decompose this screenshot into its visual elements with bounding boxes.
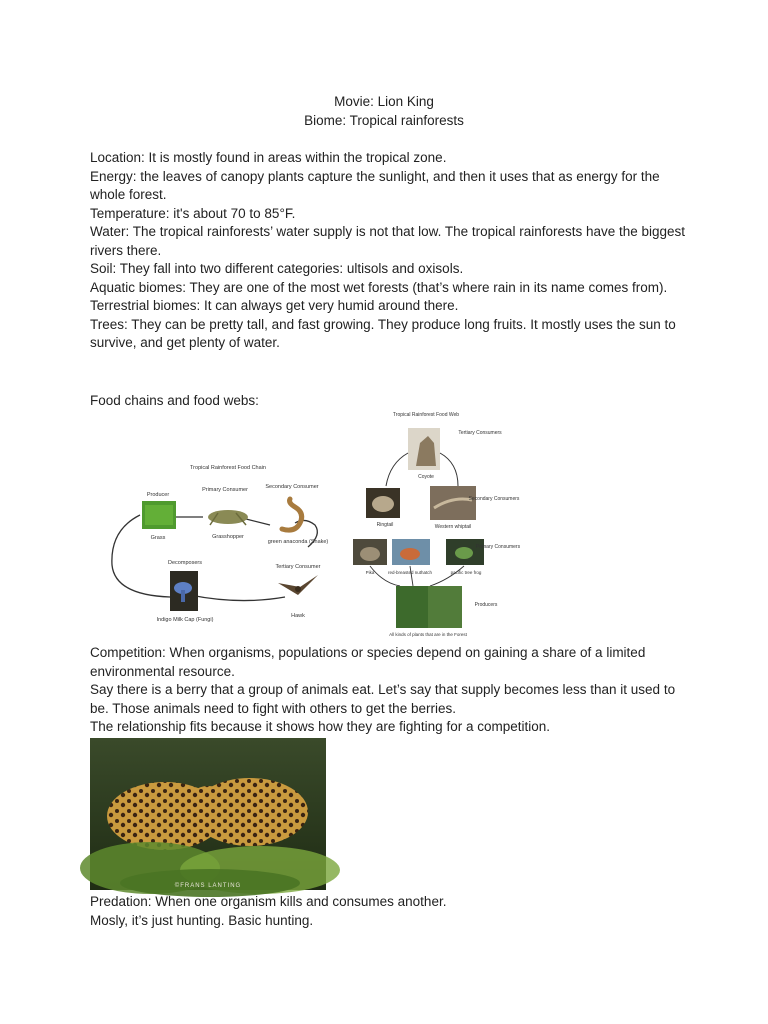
decomposers-label: Decomposers <box>168 560 202 566</box>
photo-credit: ©FRANS LANTING <box>174 883 242 889</box>
competition-section <box>90 644 686 737</box>
soil-fact: Soil: They fall into two different categories: ultisols and oxisols. <box>90 261 464 276</box>
location-fact: Location: It is mostly found in areas within the tropical zone. <box>90 150 447 165</box>
food-chain-title: Tropical Rainforest Food Chain <box>190 465 266 471</box>
movie-title: Movie: Lion King <box>334 94 434 109</box>
competition-example: Say there is a berry that a group of animals eat. Let’s say that supply becomes less than it used to be. Those animals need to fight with others to get the berries. <box>90 682 676 716</box>
food-web-title: Tropical Rainforest Food Web <box>392 412 460 418</box>
producer-label: Producer <box>146 492 170 498</box>
food-heading-text: Food chains and food webs: <box>90 393 259 408</box>
predation-definition: Predation: When one organism kills and consumes another. <box>90 894 447 909</box>
trees-fact: Trees: They can be pretty tall, and fast growing. They produce long fruits. It mostly uses the sun to survive, and get plenty of water. <box>90 316 676 350</box>
water-fact: Water: The tropical rainforests’ water supply is not that low. The tropical rainforests have the biggest rivers there. <box>90 224 686 258</box>
jaguar-photo <box>90 738 326 890</box>
biome-title: Biome: Tropical rainforests <box>304 113 464 128</box>
competition-definition: Competition: When organisms, populations or species depend on gaining a share of a limited environmental resource. <box>90 645 646 679</box>
nuthatch-label: red-breasted nuthatch <box>387 570 433 575</box>
frog-label: pacific tree frog <box>450 570 482 575</box>
web-secondary-label: Secondary Consumers <box>468 496 520 502</box>
aquatic-fact: Aquatic biomes: They are one of the most wet forests (that’s where rain in its name comes from). <box>90 279 668 295</box>
snake-label: green anaconda (Snake) <box>267 539 329 545</box>
whiptail-image <box>430 486 476 520</box>
coyote-label: Coyote <box>418 474 434 480</box>
pika-label: Pika <box>365 570 375 575</box>
grasshopper-image <box>208 510 248 524</box>
whiptail-label: Western whiptail <box>434 524 472 530</box>
temperature-fact: Temperature: it's about 70 to 85°F. <box>90 205 296 221</box>
plants-label: All kinds of plants that are in the Forest <box>389 632 467 637</box>
predation-section <box>90 893 686 930</box>
competition-relationship: The relationship fits because it shows how they are fighting for a competition. <box>90 719 550 734</box>
web-primary-label: Primary Consumers <box>475 544 521 550</box>
energy-fact: Energy: the leaves of canopy plants capture the sunlight, and then it uses that as energy for the whole forest. <box>90 168 660 202</box>
terrestrial-fact: Terrestrial biomes: It can always get very humid around there. <box>90 298 459 313</box>
plants-image-1 <box>396 586 430 628</box>
grasshopper-label: Grasshopper <box>212 534 244 540</box>
hawk-label: Hawk <box>291 613 305 619</box>
fungi-label: Indigo Milk Cap (Fungi) <box>156 617 214 623</box>
ringtail-label: Ringtail <box>376 522 394 528</box>
producers-label: Producers <box>474 602 498 608</box>
tertiary-consumer-label: Tertiary Consumer <box>275 564 321 570</box>
predation-note: Mosly, it’s just hunting. Basic hunting. <box>90 912 314 928</box>
primary-consumer-label: Primary Consumer <box>202 487 248 493</box>
biome-facts <box>90 149 686 353</box>
plants-image-2 <box>428 586 462 628</box>
food-web-diagram <box>348 408 521 643</box>
food-chain-diagram <box>90 455 348 640</box>
web-tertiary-label: Tertiary Consumers <box>458 430 502 436</box>
secondary-consumer-label: Secondary Consumer <box>265 484 319 490</box>
grass-label: Grass <box>150 535 166 541</box>
